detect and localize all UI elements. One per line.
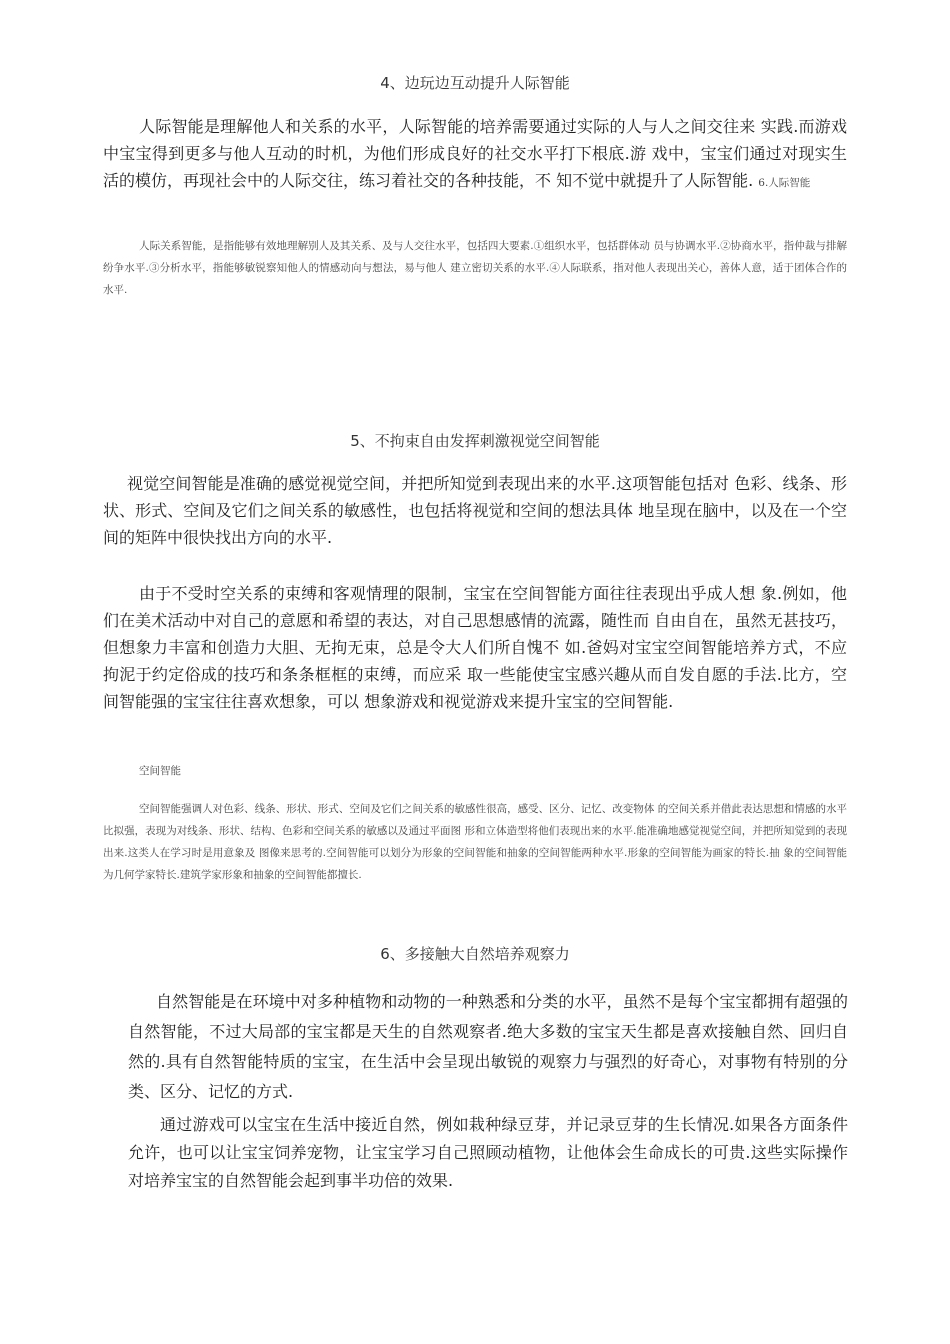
section-6-paragraph-2: 通过游戏可以宝宝在生活中接近自然，例如栽种绿豆芽，并记录豆芽的生长情况.如果各方面条件允许，也可以让宝宝饲养宠物，让宝宝学习自己照顾动植物，让他体会生命成长的可贵.这些实际操作对培养宝宝的自然智能会起到事半功倍的效果. — [128, 1115, 848, 1190]
section-6-paragraph-1: 自然智能是在环境中对多种植物和动物的一种熟悉和分类的水平，虽然不是每个宝宝都拥有超强的自然智能，不过大局部的宝宝都是天生的自然观察者.绝大多数的宝宝天生都是喜欢接触自然、回归自然的.具有自然智能特质的宝宝，在生活中会呈现出敏锐的观察力与强烈的好奇心，对事物有特别的分类、区分、记忆的方式. — [128, 992, 848, 1101]
section-5-heading: 5、不拘束自由发挥刺激视觉空间智能 — [350, 432, 600, 450]
section-5-paragraph-2: 由于不受时空关系的束缚和客观情理的限制，宝宝在空间智能方面往往表现出乎成人想 象.例如，他们在美术活动中对自己的意愿和希望的表达，对自己思想感情的流露，随性而 自由自在，虽然无甚技巧，但想象力丰富和创造力大胆、无拘无束，总是令大人们所自愧不 如.爸妈对宝宝空间智能培养方式，不应拘泥于约定俗成的技巧和条条框框的束缚，而应采 取一些能使宝宝感兴趣从而自发自愿的手法.比方，空间智能强的宝宝往往喜欢想象，可以 想象游戏和视觉游戏来提升宝宝的空间智能. — [103, 584, 847, 711]
spatial-note-paragraph: 空间智能强调人对色彩、线条、形状、形式、空间及它们之间关系的敏感性很高，感受、区分、记忆、改变物体 的空间关系并借此表达思想和情感的水平比拟强，表现为对线条、形状、结构、色彩和空间关系的敏感以及通过平面图 形和立体造型将他们表现出来的水平.能准确地感觉视觉空间，并把所知觉到的表现出来.这类人在学习时是用意象及 图像来思考的.空间智能可以划分为形象的空间智能和抽象的空间智能两种水平.形象的空间智能为画家的特长.抽 象的空间智能为几何学家特长.建筑学家形象和抽象的空间智能都擅长. — [103, 803, 847, 881]
spatial-note-label: 空间智能 — [139, 765, 181, 777]
section-4-inline-note: 6.人际智能 — [758, 177, 811, 189]
interpersonal-note-paragraph: 人际关系智能，是指能够有效地理解别人及其关系、及与人交往水平，包括四大要素.①组织水平，包括群体动 员与协调水平.②协商水平，指仲裁与排解纷争水平.③分析水平，指能够敏锐察知他人的情感动向与想法，易与他人 建立密切关系的水平.④人际联系，指对他人表现出关心，善体人意，适于团体合作的水平. — [103, 240, 847, 296]
section-4-paragraph — [103, 113, 847, 197]
section-6-heading: 6、多接触大自然培养观察力 — [380, 945, 570, 963]
section-4-heading: 4、边玩边互动提升人际智能 — [380, 74, 570, 92]
section-5-paragraph-1: 视觉空间智能是准确的感觉视觉空间，并把所知觉到表现出来的水平.这项智能包括对 色彩、线条、形状、形式、空间及它们之间关系的敏感性，也包括将视觉和空间的想法具体 地呈现在脑中，以及在一个空间的矩阵中很快找出方向的水平. — [103, 474, 847, 547]
section-4-paragraph-text: 人际智能是理解他人和关系的水平，人际智能的培养需要通过实际的人与人之间交往来 实践.而游戏中宝宝得到更多与他人互动的时机，为他们形成良好的社交水平打下根底.游 戏中，宝宝们通过对现实生活的模仿，再现社会中的人际交往，练习着社交的各种技能，不 知不觉中就提升了人际智能. — [103, 117, 847, 190]
